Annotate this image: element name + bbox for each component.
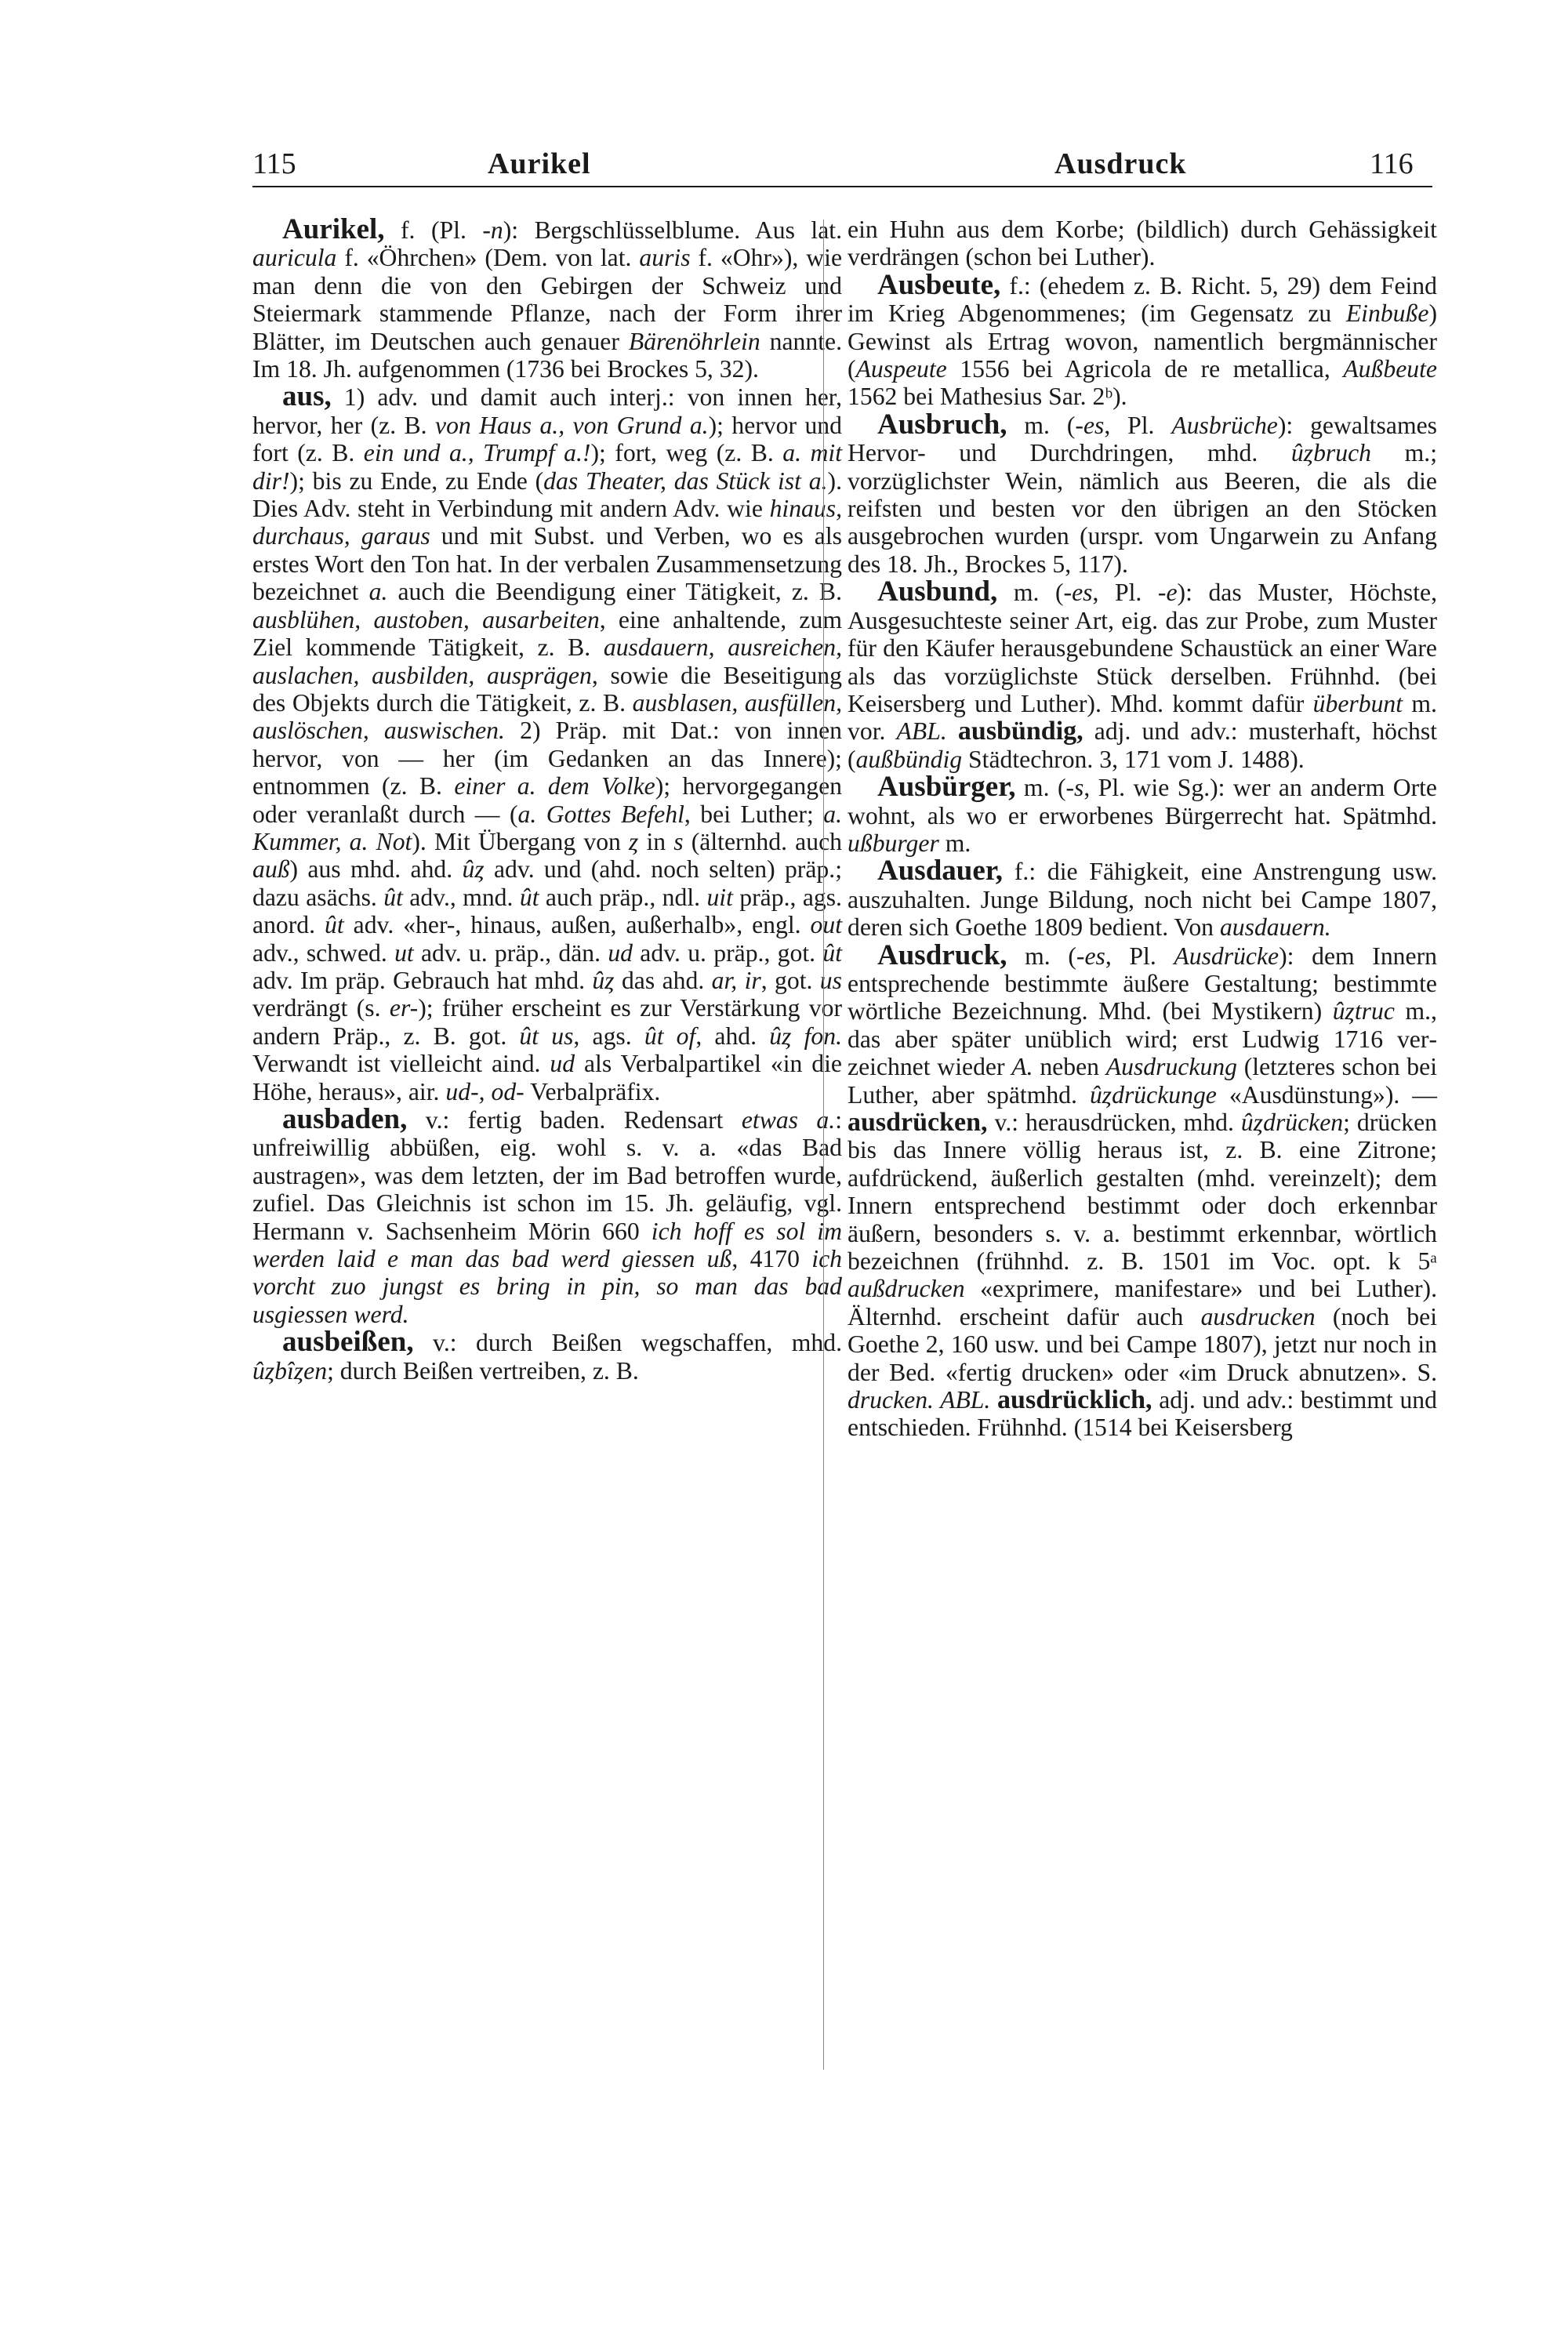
entry-text: auch präp., ndl. [539,883,707,911]
entry-text: adv. «her-, hinaus, außen, außerhalb», engl. [343,911,811,939]
right-column [848,216,1437,1442]
entry-text: «Ausdünstung»). — [1216,1080,1437,1109]
italic-text: a. Gottes Befehl [517,800,684,828]
dictionary-entry [252,1105,842,1328]
italic-text: hinaus, durchaus, garaus [252,495,842,550]
entry-text: f. (Pl. [384,216,483,244]
entry-text: adv., mnd. [402,883,520,911]
entry-text: neben [1033,1053,1106,1081]
entry-headword: ausbaden, [282,1103,408,1135]
dictionary-entry [252,213,843,383]
entry-headword: Ausdruck, [877,938,1007,971]
italic-text: A. [1011,1053,1033,1081]
column-divider [823,220,824,2070]
entry-text: ): Bergschlüsselblume. Aus lat. [503,216,843,244]
italic-text: auris [639,244,691,272]
dictionary-entry [252,1328,842,1385]
entry-text: f.: die Fähigkeit, eine Anstrengung usw. auszuhalten. Junge Bildung, noch nicht bei Campe 1807, deren sich Goethe 1809 bedient. Von [848,858,1437,942]
page-header [0,0,1568,196]
entry-text [947,717,958,745]
entry-text: , Pl. [1104,411,1172,439]
entry-text: adj. und adv.: bestimmt und entschieden. Frühnhd. (1514 bei Keisersberg [848,1386,1437,1442]
italic-text: ut [394,938,414,967]
entry-text: adv. und (ahd. noch selten) präp.; dazu asächs. [252,855,842,911]
italic-text: ud-, od- [445,1077,524,1105]
italic-text: ût [383,883,403,911]
entry-text: nannte. Im 18. Jh. aufgenommen (1736 bei Brockes 5, 32). [252,327,842,383]
italic-text: ausdrucken [1200,1302,1316,1330]
entry-headword: Ausbeute, [877,268,1001,301]
dictionary-entry [848,938,1438,1442]
entry-text: , bei Luther; [684,800,824,828]
entry-text: adj. und adv.: musterhaft, höchst ( [848,717,1437,773]
dictionary-entry [848,575,1437,773]
italic-text: ausdauern, ausreichen, auslachen, ausbilden, ausprägen [252,633,843,689]
entry-text: ); hervorgegangen oder veranlaßt durch — ( [252,772,842,828]
dictionary-entry [848,773,1437,857]
italic-text: ûȥbruch [1290,439,1371,467]
entry-text: v.: durch Beißen wegschaffen, mhd. [413,1329,842,1357]
italic-text: ußburger [848,829,939,857]
italic-text: a. Kummer, a. Not [252,800,843,855]
entry-text: ein Huhn aus dem Korbe; (bildlich) durch Gehässigkeit verdrängen (schon bei Luther). [848,216,1437,271]
entry-text: Verwandt ist vielleicht aind. [252,1050,550,1078]
italic-text: Außbeute [1343,355,1437,383]
entry-text: m. [938,829,971,857]
entry-text: , ags. [573,1022,644,1050]
italic-text: etwas a. [741,1106,836,1134]
entry-headword: Aurikel, [282,213,385,245]
italic-text: ûȥ [592,966,615,994]
dictionary-entry [848,857,1437,941]
italic-text: ausblasen, ausfüllen, auslöschen, auswischen. [252,688,842,745]
running-head-left: Aurikel [488,147,591,180]
italic-text: ût [519,883,539,911]
entry-text: , got. [760,966,820,994]
entry-text: ). Mit Übergang von [412,827,630,855]
entry-text: adv. Im präp. Gebrauch hat mhd. [252,966,593,994]
entry-headword: Ausbruch, [877,408,1007,441]
entry-text: v.: herausdrücken, mhd. [987,1109,1241,1136]
italic-text: -es [1076,942,1105,970]
entry-text: v.: fertig baden. Redensart [407,1106,742,1134]
entry-text: , 4170 [731,1245,812,1273]
entry-headword: Ausdauer, [877,855,1004,887]
italic-text: us [819,966,842,994]
entry-headword: Ausbürger, [877,771,1016,804]
italic-text: er- [389,994,419,1022]
italic-text: ud [608,938,633,967]
entry-text: m., das aber später unüblich wird; erst Ludwig 1716 verzeichnet wieder [848,997,1437,1081]
italic-text: von Haus a., von Grund a. [435,411,709,439]
entry-text: adv. u. präp., dän. [413,938,608,967]
dictionary-entry [848,216,1437,271]
entry-text: , Pl. wie Sg.): wer an anderm Orte wohnt, als wo er erworbenes Bürgerrecht hat. Spätmhd. [848,774,1437,829]
entry-text: präp., ags. anord. [252,883,842,939]
entry-text: «exprimere, manifestare» und bei Luther). Älternhd. erscheint dafür auch [848,1275,1437,1330]
entry-text: m. ( [1007,411,1076,439]
italic-text: ausdauern. [1219,913,1331,942]
italic-text: ûȥ [462,855,485,884]
entry-text [990,1386,997,1414]
page-number-right: 116 [1370,147,1414,180]
entry-text: als Verbalpartikel «in die Höhe, heraus», air. [252,1050,842,1105]
entry-text: , ahd. [695,1022,770,1050]
entry-text: (älternhd. auch [683,827,842,855]
italic-text: auß [252,855,290,884]
entry-text: Städtechron. 3, 171 vom J. 1488). [962,745,1305,773]
entry-text: f.: (ehedem z. B. Richt. 5, 29) dem Feind im Krieg Abgenommenes; (im Gegensatz zu [848,271,1437,328]
italic-text: ud [550,1050,575,1078]
italic-text: Ausbrüche [1171,411,1278,439]
italic-text: ût of [644,1022,696,1050]
entry-text: f. «Öhrchen» (Dem. von lat. [336,244,640,272]
entry-text: ). Dies Adv. steht in Verbindung mit andern Adv. wie [252,466,842,523]
italic-text: ar, ir [711,966,761,994]
left-column [252,213,843,1385]
italic-text: ûȥdrücken [1240,1109,1344,1136]
italic-text: das Theater, das Stück ist a. [543,466,828,495]
entry-text: m. ( [1015,774,1066,802]
entry-headword: ausbeißen, [282,1326,414,1359]
italic-text: -es [1063,579,1093,607]
italic-text: ûȥ fon. [769,1022,843,1050]
entry-text: , sowie die Beseitigung des Objekts durch die Tätigkeit, z. B. [252,661,842,717]
entry-text: adv., schwed. [252,938,395,967]
entry-text: , Pl. [1105,942,1174,970]
page-number-left: 115 [252,147,296,180]
entry-text: ): dem Innern entsprechende bestimmte äußere Gestaltung; bestimmte wörtliche Bezeichnung. Mhd. (bei Mystikern) [848,942,1437,1025]
entry-text: 1556 bei Agricola de re metallica, [946,355,1344,383]
italic-text: Bärenöhrlein [628,327,760,355]
italic-text: außbündig [855,745,963,773]
italic-text: ich hoff es sol im werden laid e man das bad werd giessen uß [252,1217,842,1273]
entry-text: ); bis zu Ende, zu Ende ( [289,466,544,495]
italic-text: ût [822,938,843,967]
entry-headword: aus, [282,380,332,413]
entry-text: ): das Muster, Höchste, Ausgesuchteste seiner Art, eig. das zur Probe, zum Muster für den Käufer herausgebundene Schaustück an einer Ware als das vorzüglichste Stück derselben. Frühnhd. (bei Keisersberg und Luther). Mhd. kommt dafür [848,579,1437,717]
entry-text: ); fort, weg (z. B. [590,439,783,467]
entry-text: , eine anhaltende, zum Ziel kommende Tätigkeit, z. B. [252,605,842,662]
italic-text: -s [1065,774,1084,802]
header-rule [252,186,1432,187]
italic-text: ABL. [896,717,947,746]
entry-text: : unfreiwillig abbüßen, eig. wohl s. v. a. «das Bad austragen», was dem letzten, der im Bad betroffen wurde, zufiel. Das Gleichnis ist schon im 15. Jh. geläufig, vgl. Hermann v. Sachsenheim Mörin 660 [252,1106,842,1245]
italic-text: Ausdrücke [1174,942,1279,970]
entry-text: adv. u. präp., got. [633,938,823,967]
entry-text: in [638,827,674,855]
entry-text: ; drücken bis das Innere völlig heraus ist, z. B. eine Zitrone; aufdrückend, äußerlich gestalten (mhd. vereinzelt); dem Innern entsprechend bestimmt oder doch erkennbar äußern, besonders s. v. a. bestimmt erkennbar, wörtlich bezeichnen (frühnhd. z. B. 1501 im Voc. opt. k 5ᵃ [848,1109,1437,1276]
dictionary-entry [848,408,1438,578]
italic-text: -e [1157,579,1178,607]
italic-text: Ausdruckung [1105,1053,1237,1081]
sub-headword: ausbündig, [957,717,1083,746]
sub-headword: ausdrücken, [848,1108,988,1137]
italic-text: ausblühen, austoben, ausarbeiten [252,605,600,633]
entry-text: 2) Präp. mit Dat.: von innen hervor, von — her (im Gedanken an das Innere); entnommen (z. B. [252,717,842,800]
italic-text: drucken. ABL. [848,1386,991,1414]
entry-text: 1562 bei Mathesius Sar. 2ᵇ). [848,383,1127,411]
entry-text: m.; vorzüglichster Wein, nämlich aus Beeren, die als die reifsten und besten vor den übrigen an den Stöcken ausgebrochen wurden (urspr. vom Ungarwein zu Anfang des 18. Jh., Brockes 5, 117). [848,439,1438,578]
italic-text: ûȥdrückunge [1089,1080,1217,1109]
italic-text: a. mit dir! [252,439,842,495]
dictionary-entry [252,380,843,1105]
entry-text: f. «Ohr»), wie man denn die von den Gebirgen der Schweiz und Steiermark stammende Pflanze, nach der Form ihrer Blätter, im Deutschen auch genauer [252,244,843,355]
italic-text: ût [325,911,344,939]
entry-text: ); früher erscheint es zur Verstärkung vor andern Präp., z. B. got. [252,994,842,1050]
entry-text: 1) adv. und damit auch interj.: von innen her, hervor, her (z. B. [252,383,842,439]
entry-text: und mit Subst. und Verben, wo es als erstes Wort den Ton hat. In der verbalen Zusammensetzung bezeichnet [252,522,842,606]
entry-headword: Ausbund, [877,575,998,608]
dictionary-entry [848,268,1437,411]
entry-text: verdrängt (s. [252,994,390,1022]
italic-text: ein und a., Trumpf a.! [363,439,591,467]
entry-text: (letzteres schon bei Luther, aber spätmhd. [848,1053,1438,1109]
italic-text: ich vorcht zuo jungst es bring in pin, so man das bad usgiessen werd. [252,1245,843,1328]
italic-text: -es [1075,411,1105,439]
italic-text: einer a. dem Volke [454,772,655,800]
italic-text: ûȥtruc [1332,997,1395,1025]
italic-text: uit [706,883,733,911]
entry-text: Verbalpräfix. [524,1077,661,1105]
italic-text: auricula [252,244,337,272]
italic-text: -n [482,216,503,244]
entry-text: m. ( [1007,942,1076,970]
entry-text: (noch bei Goethe 2, 160 usw. und bei Campe 1807), jetzt nur noch in der Bed. «fertig drucken» oder «im Druck abnutzen». S. [848,1302,1437,1386]
entry-text: , Pl. [1092,579,1158,607]
italic-text: Auspeute [855,355,947,383]
italic-text: a. [368,578,388,606]
sub-headword: ausdrücklich, [997,1385,1152,1415]
entry-text: das ahd. [614,966,712,994]
entry-text: ): gewaltsames Hervor- und Durchdringen, mhd. [848,411,1437,467]
entry-text: ) Gewinst als Ertrag wovon, namentlich bergmännischer ( [848,299,1437,383]
italic-text: ȥ [629,827,639,855]
entry-text: m. ( [997,579,1064,607]
italic-text: Einbuße [1345,299,1429,328]
italic-text: out [810,911,842,939]
entry-text: ) aus mhd. ahd. [289,855,463,884]
running-head-right: Ausdruck [1054,147,1187,180]
entry-text: m. vor. [848,689,1437,746]
italic-text: außdrucken [848,1275,965,1303]
italic-text: überbunt [1312,689,1403,717]
italic-text: ût us [519,1022,574,1050]
entry-text: ); hervor und fort (z. B. [252,411,842,467]
italic-text: ûȥbîȥen [252,1356,328,1385]
entry-text: auch die Beendigung einer Tätigkeit, z. B. [387,578,842,606]
italic-text: s [673,827,684,855]
entry-text: ; durch Beißen vertreiben, z. B. [327,1356,639,1385]
